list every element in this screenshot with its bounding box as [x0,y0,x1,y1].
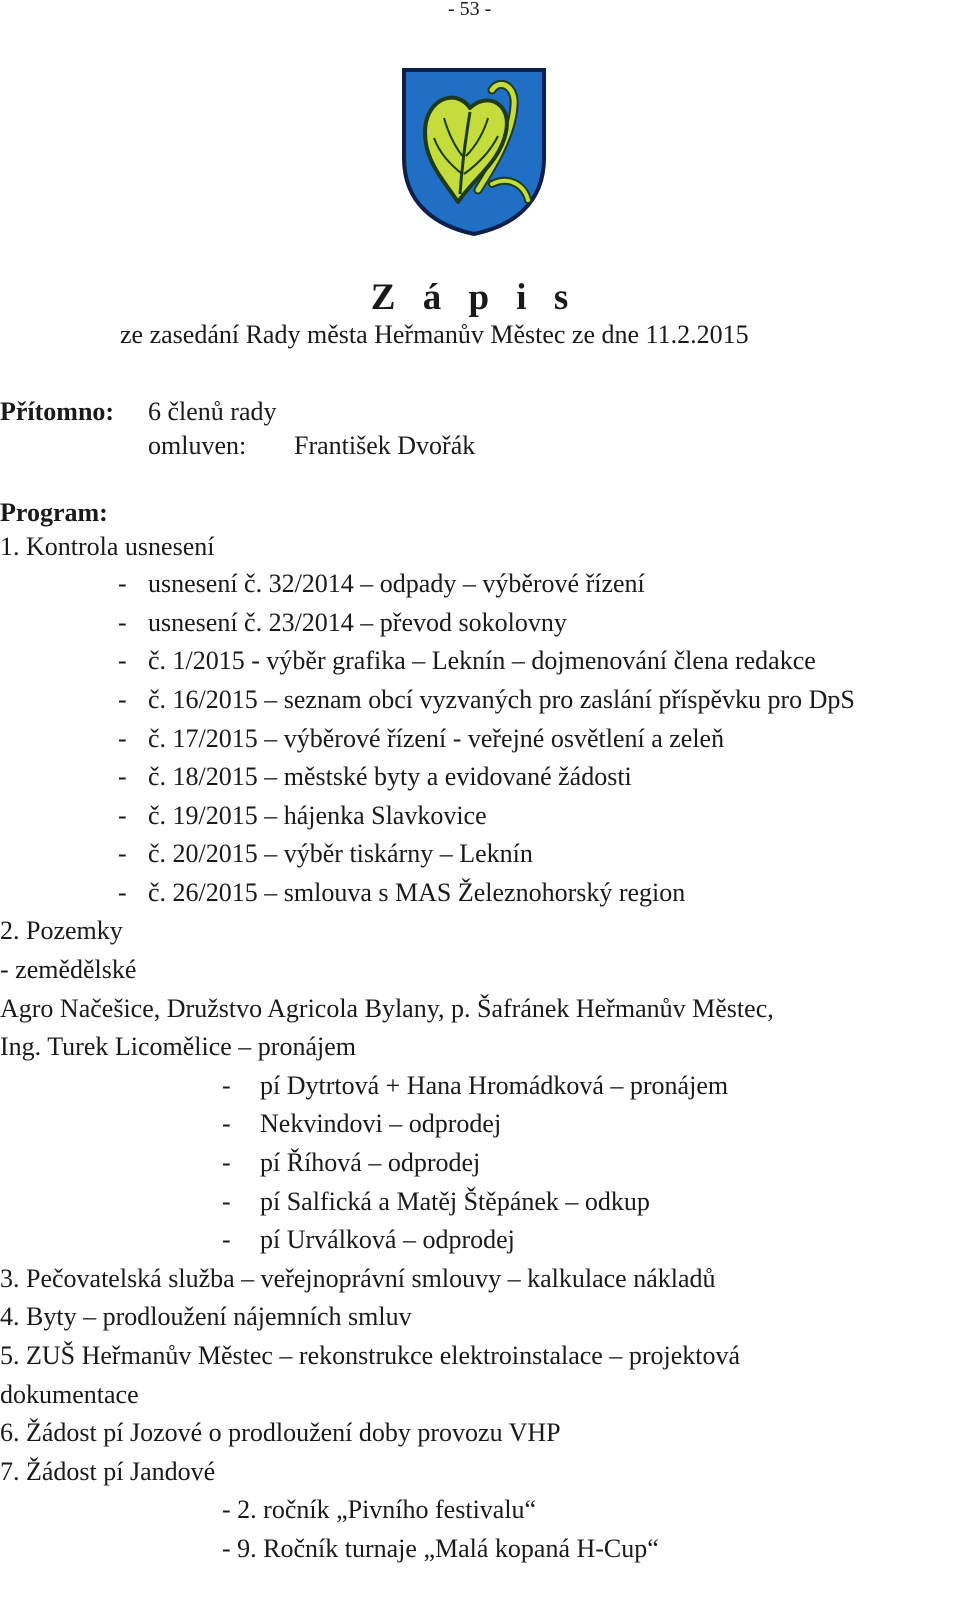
program-item-title: 4. Byty – prodloužení nájemních smluv [0,1302,412,1331]
coat-of-arms-emblem [400,66,548,236]
program-item-title: 6. Žádost pí Jozové o prodloužení doby provozu VHP [0,1418,561,1447]
list-item: č. 16/2015 – seznam obcí vyzvaných pro zaslání příspěvku pro DpS [148,685,855,714]
excused-name: František Dvořák [294,431,476,460]
paragraph-line: dokumentace [0,1380,139,1409]
list-item: pí Urválková – odprodej [260,1225,515,1254]
attendance-label: Přítomno: [0,397,115,426]
list-item: pí Salfická a Matěj Štěpánek – odkup [260,1187,650,1216]
list-item: usnesení č. 23/2014 – převod sokolovny [148,608,567,637]
program-item-title: 5. ZUŠ Heřmanův Městec – rekonstrukce elektroinstalace – projektová [0,1341,741,1370]
program-item-title: 3. Pečovatelská služba – veřejnoprávní smlouvy – kalkulace nákladů [0,1264,716,1293]
list-item: pí Dytrtová + Hana Hromádková – pronájem [260,1071,729,1100]
document-subtitle: ze zasedání Rady města Heřmanův Městec ze dne 11.2.2015 [120,320,749,349]
list-item: - 9. Ročník turnaje „Malá kopaná H-Cup“ [222,1534,659,1563]
list-item: č. 1/2015 - výběr grafika – Leknín – dojmenování člena redakce [148,646,816,675]
program-item-title: 7. Žádost pí Jandové [0,1457,216,1486]
list-item: č. 18/2015 – městské byty a evidované žádosti [148,762,632,791]
list-item: č. 17/2015 – výběrové řízení - veřejné osvětlení a zeleň [148,724,725,753]
list-item: č. 26/2015 – smlouva s MAS Železnohorský region [148,878,686,907]
excused-label: omluven: [148,431,247,460]
list-item: - 2. ročník „Pivního festivalu“ [222,1495,537,1524]
list-item: Nekvindovi – odprodej [260,1109,502,1138]
program-subheading: - zemědělské [0,955,137,984]
paragraph-line: Ing. Turek Licomělice – pronájem [0,1032,356,1061]
program-item-title: 1. Kontrola usnesení [0,532,215,561]
program-item-title: 2. Pozemky [0,916,123,945]
page-number: - 53 - [448,0,492,20]
list-item: č. 20/2015 – výběr tiskárny – Leknín [148,839,533,868]
attendance-value: 6 členů rady [148,397,277,426]
document-title: Z á p i s [370,277,578,318]
list-item: pí Říhová – odprodej [260,1148,481,1177]
program-heading: Program: [0,498,108,527]
paragraph-line: Agro Načešice, Družstvo Agricola Bylany, p. Šafránek Heřmanův Městec, [0,994,774,1023]
list-item: č. 19/2015 – hájenka Slavkovice [148,801,487,830]
list-item: usnesení č. 32/2014 – odpady – výběrové řízení [148,569,645,598]
